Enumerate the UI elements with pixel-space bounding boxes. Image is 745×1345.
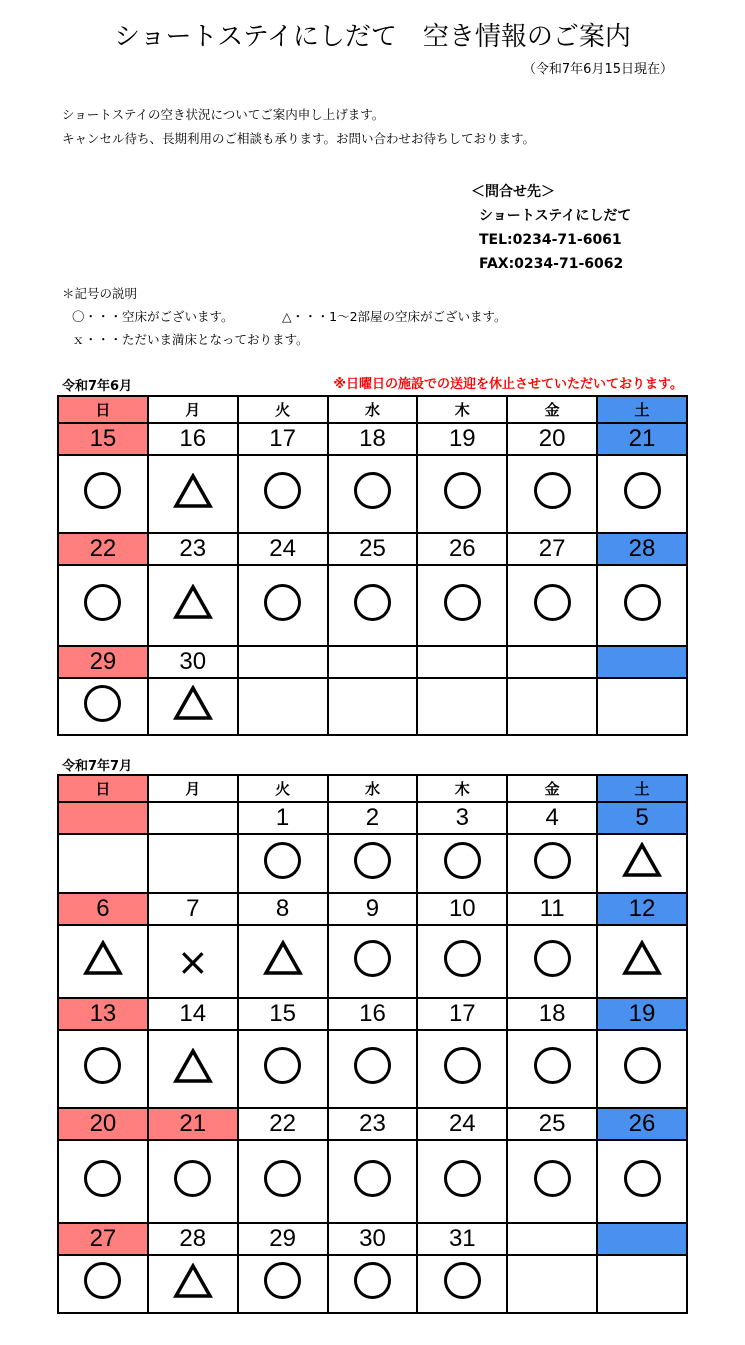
availability-cell [597, 925, 687, 998]
availability-cell [58, 925, 148, 998]
weekday-header-cell: 月 [148, 775, 238, 802]
availability-cell [148, 1030, 238, 1108]
availability-cell [328, 834, 418, 893]
vacancy-circle-icon [264, 1047, 301, 1084]
availability-cell [507, 834, 597, 893]
date-cell: 18 [328, 423, 418, 455]
limited-vacancy-triangle-icon [173, 1048, 213, 1084]
vacancy-circle-icon [264, 842, 301, 879]
availability-row [58, 678, 687, 735]
vacancy-circle-icon [264, 584, 301, 621]
vacancy-circle-icon [354, 842, 391, 879]
vacancy-circle-icon [354, 1262, 391, 1299]
weekday-header-cell: 日 [58, 775, 148, 802]
availability-cell [238, 1255, 328, 1313]
vacancy-circle-icon [84, 1160, 121, 1197]
date-row [58, 1108, 687, 1140]
date-cell [148, 802, 238, 834]
date-cell: 19 [417, 423, 507, 455]
availability-cell [507, 925, 597, 998]
vacancy-circle-icon [444, 940, 481, 977]
weekday-header-cell: 日 [58, 396, 148, 423]
availability-cell [238, 1030, 328, 1108]
date-cell: 15 [58, 423, 148, 455]
availability-cell [417, 565, 507, 646]
availability-row [58, 455, 687, 533]
vacancy-circle-icon [264, 1262, 301, 1299]
availability-cell [238, 565, 328, 646]
availability-cell [328, 1140, 418, 1223]
availability-cell [148, 925, 238, 998]
vacancy-circle-icon [264, 1160, 301, 1197]
date-cell: 23 [148, 533, 238, 565]
vacancy-circle-icon [624, 472, 661, 509]
availability-cell [148, 1255, 238, 1313]
vacancy-circle-icon [84, 1262, 121, 1299]
vacancy-circle-icon [444, 1047, 481, 1084]
availability-row [58, 1255, 687, 1313]
june-calendar [57, 395, 688, 736]
availability-cell [507, 678, 597, 735]
date-cell: 18 [507, 998, 597, 1030]
availability-cell [58, 1030, 148, 1108]
availability-cell [507, 1030, 597, 1108]
weekday-header-cell: 水 [328, 396, 418, 423]
contact-name: ショートステイにしだて [479, 208, 632, 224]
date-cell: 24 [238, 533, 328, 565]
limited-vacancy-triangle-icon [173, 584, 213, 620]
date-cell: 16 [148, 423, 238, 455]
date-cell: 28 [597, 533, 687, 565]
july-calendar [57, 774, 688, 1314]
date-cell: 26 [417, 533, 507, 565]
limited-vacancy-triangle-icon [622, 940, 662, 976]
vacancy-circle-icon [354, 940, 391, 977]
date-cell: 27 [58, 1223, 148, 1255]
date-cell: 9 [328, 893, 418, 925]
vacancy-circle-icon [534, 842, 571, 879]
availability-cell [417, 678, 507, 735]
legend-heading: ＊記号の説明 [62, 286, 138, 301]
availability-cell [417, 1030, 507, 1108]
vacancy-circle-icon [444, 842, 481, 879]
availability-cell [148, 834, 238, 893]
date-cell: 26 [597, 1108, 687, 1140]
limited-vacancy-triangle-icon [173, 473, 213, 509]
date-cell: 7 [148, 893, 238, 925]
legend-cross: ｘ・・・ただいま満床となっております。 [72, 332, 309, 347]
availability-cell [148, 678, 238, 735]
availability-cell [58, 565, 148, 646]
availability-cell [148, 1140, 238, 1223]
availability-cell [417, 925, 507, 998]
date-cell [597, 1223, 687, 1255]
weekday-header-cell: 月 [148, 396, 238, 423]
vacancy-circle-icon [624, 1047, 661, 1084]
availability-cell [507, 1255, 597, 1313]
intro-line-1: ショートステイの空き状況についてご案内申し上げます。 [62, 107, 385, 122]
weekday-header-cell: 金 [507, 775, 597, 802]
vacancy-circle-icon [84, 1047, 121, 1084]
date-row [58, 893, 687, 925]
availability-cell [328, 678, 418, 735]
vacancy-circle-icon [534, 472, 571, 509]
date-row [58, 1223, 687, 1255]
date-row [58, 802, 687, 834]
availability-cell [507, 1140, 597, 1223]
date-row [58, 646, 687, 678]
vacancy-circle-icon [444, 1262, 481, 1299]
availability-cell [238, 1140, 328, 1223]
availability-cell [328, 1030, 418, 1108]
date-cell: 2 [328, 802, 418, 834]
date-cell: 22 [238, 1108, 328, 1140]
weekday-header-cell: 金 [507, 396, 597, 423]
date-cell: 25 [507, 1108, 597, 1140]
date-cell: 4 [507, 802, 597, 834]
date-cell: 10 [417, 893, 507, 925]
date-cell: 11 [507, 893, 597, 925]
limited-vacancy-triangle-icon [83, 940, 123, 976]
weekday-header-cell: 火 [238, 775, 328, 802]
availability-cell [597, 678, 687, 735]
contact-block [471, 180, 631, 276]
vacancy-circle-icon [444, 472, 481, 509]
date-cell: 15 [238, 998, 328, 1030]
june-calendar-title: 令和7年6月 [62, 379, 133, 394]
contact-tel: TEL:0234-71-6061 [479, 232, 622, 248]
date-cell: 14 [148, 998, 238, 1030]
as-of-date: （令和7年6月15日現在） [522, 62, 673, 77]
vacancy-circle-icon [354, 472, 391, 509]
availability-row [58, 1030, 687, 1108]
date-cell: 13 [58, 998, 148, 1030]
availability-cell [328, 925, 418, 998]
date-row [58, 533, 687, 565]
availability-cell [328, 565, 418, 646]
availability-cell [597, 1030, 687, 1108]
weekday-header-cell: 土 [597, 396, 687, 423]
date-cell: 12 [597, 893, 687, 925]
date-cell: 25 [328, 533, 418, 565]
availability-cell [417, 834, 507, 893]
date-cell: 5 [597, 802, 687, 834]
vacancy-circle-icon [534, 1047, 571, 1084]
date-cell: 29 [238, 1223, 328, 1255]
availability-row [58, 565, 687, 646]
date-cell: 6 [58, 893, 148, 925]
full-cross-icon: × [176, 939, 209, 984]
availability-cell [507, 565, 597, 646]
availability-cell [238, 834, 328, 893]
availability-cell [417, 1255, 507, 1313]
availability-cell [58, 834, 148, 893]
date-cell: 19 [597, 998, 687, 1030]
weekday-header-cell: 木 [417, 396, 507, 423]
availability-cell [417, 455, 507, 533]
vacancy-circle-icon [354, 1160, 391, 1197]
date-cell [328, 646, 418, 678]
sunday-notice: ※日曜日の施設での送迎を休止させていただいております。 [333, 377, 683, 392]
vacancy-circle-icon [444, 1160, 481, 1197]
availability-cell [238, 678, 328, 735]
availability-cell [58, 1255, 148, 1313]
availability-cell [58, 1140, 148, 1223]
date-cell: 28 [148, 1223, 238, 1255]
limited-vacancy-triangle-icon [263, 940, 303, 976]
date-cell: 29 [58, 646, 148, 678]
date-cell: 24 [417, 1108, 507, 1140]
date-cell: 16 [328, 998, 418, 1030]
date-cell: 27 [507, 533, 597, 565]
weekday-header-cell: 火 [238, 396, 328, 423]
vacancy-circle-icon [354, 584, 391, 621]
date-cell: 3 [417, 802, 507, 834]
date-cell [507, 1223, 597, 1255]
availability-cell [238, 455, 328, 533]
availability-cell [148, 565, 238, 646]
availability-cell [597, 565, 687, 646]
availability-cell [417, 1140, 507, 1223]
vacancy-circle-icon [624, 1160, 661, 1197]
vacancy-circle-icon [264, 472, 301, 509]
availability-cell [238, 925, 328, 998]
limited-vacancy-triangle-icon [622, 842, 662, 878]
date-cell: 22 [58, 533, 148, 565]
weekday-header-row [58, 396, 687, 423]
july-calendar-title: 令和7年7月 [62, 759, 133, 774]
date-cell: 30 [148, 646, 238, 678]
availability-cell [597, 834, 687, 893]
date-cell [597, 646, 687, 678]
vacancy-circle-icon [534, 1160, 571, 1197]
date-cell: 31 [417, 1223, 507, 1255]
date-cell [507, 646, 597, 678]
date-row [58, 423, 687, 455]
availability-row [58, 834, 687, 893]
availability-cell [597, 1140, 687, 1223]
availability-row [58, 1140, 687, 1223]
vacancy-circle-icon [84, 685, 121, 722]
availability-cell [328, 455, 418, 533]
date-cell [238, 646, 328, 678]
contact-fax: FAX:0234-71-6062 [479, 256, 624, 272]
date-cell: 23 [328, 1108, 418, 1140]
availability-cell [148, 455, 238, 533]
limited-vacancy-triangle-icon [173, 685, 213, 721]
date-cell: 20 [58, 1108, 148, 1140]
availability-cell [597, 1255, 687, 1313]
legend-triangle: △・・・1～2部屋の空床がございます。 [282, 309, 507, 324]
availability-cell [58, 678, 148, 735]
page-title: ショートステイにしだて 空き情報のご案内 [114, 22, 631, 52]
date-cell: 20 [507, 423, 597, 455]
date-cell: 21 [148, 1108, 238, 1140]
date-row [58, 998, 687, 1030]
date-cell [58, 802, 148, 834]
availability-row [58, 925, 687, 998]
availability-cell [328, 1255, 418, 1313]
date-cell [417, 646, 507, 678]
intro-line-2: キャンセル待ち、長期利用のご相談も承ります。お問い合わせお待ちしております。 [62, 131, 536, 146]
vacancy-circle-icon [84, 472, 121, 509]
date-cell: 1 [238, 802, 328, 834]
contact-heading: ＜問合せ先＞ [471, 184, 555, 200]
vacancy-circle-icon [534, 940, 571, 977]
date-cell: 21 [597, 423, 687, 455]
weekday-header-cell: 土 [597, 775, 687, 802]
date-cell: 17 [417, 998, 507, 1030]
vacancy-circle-icon [354, 1047, 391, 1084]
availability-cell [58, 455, 148, 533]
limited-vacancy-triangle-icon [173, 1263, 213, 1299]
vacancy-circle-icon [624, 584, 661, 621]
availability-cell [597, 455, 687, 533]
legend-circle: 〇・・・空床がございます。 [72, 309, 234, 324]
vacancy-circle-icon [174, 1160, 211, 1197]
date-cell: 30 [328, 1223, 418, 1255]
vacancy-circle-icon [84, 584, 121, 621]
weekday-header-cell: 木 [417, 775, 507, 802]
date-cell: 8 [238, 893, 328, 925]
availability-cell [507, 455, 597, 533]
vacancy-circle-icon [534, 584, 571, 621]
vacancy-circle-icon [444, 584, 481, 621]
date-cell: 17 [238, 423, 328, 455]
weekday-header-row [58, 775, 687, 802]
weekday-header-cell: 水 [328, 775, 418, 802]
